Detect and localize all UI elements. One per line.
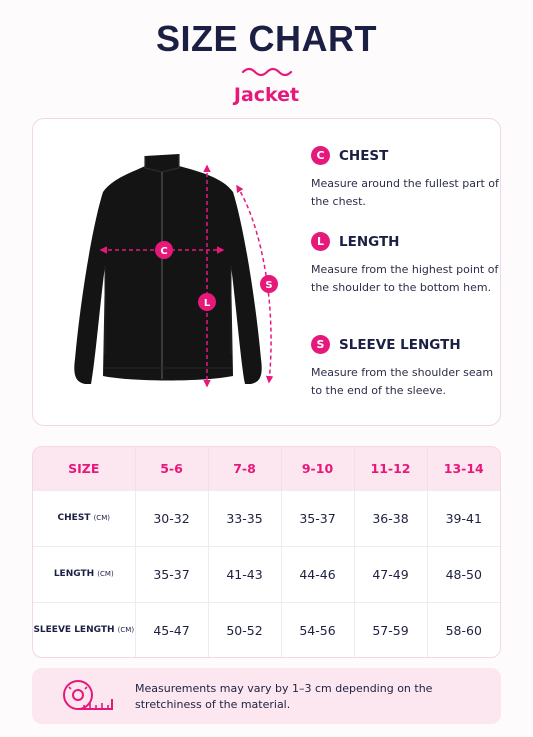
table-cell: 39-41	[427, 490, 500, 546]
table-cell: 47-49	[354, 546, 427, 602]
size-column-header: 7-8	[208, 447, 281, 490]
table-cell: 48-50	[427, 546, 500, 602]
table-row-chest	[33, 490, 500, 546]
size-column-header: 5-6	[135, 447, 208, 490]
chest-description: Measure around the fullest part of the chest.	[311, 177, 499, 208]
measurement-guide-card	[32, 118, 501, 426]
table-cell: 30-32	[135, 490, 208, 546]
table-cell: 45-47	[135, 603, 208, 658]
table-cell: 50-52	[208, 603, 281, 658]
product-subtitle: Jacket	[233, 84, 300, 106]
sleeve-badge: S	[311, 335, 330, 354]
sleeve-marker-label: S	[265, 280, 273, 291]
measuring-tape-icon	[60, 677, 116, 717]
row-label: SLEEVE LENGTH (CM)	[33, 603, 135, 658]
table-cell: 33-35	[208, 490, 281, 546]
size-column-header: 9-10	[281, 447, 354, 490]
table-cell: 57-59	[354, 603, 427, 658]
length-description: Measure from the highest point of the shoulder to the bottom hem.	[311, 263, 499, 294]
table-row-length	[33, 546, 500, 602]
table-cell: 58-60	[427, 603, 500, 658]
note-text: Measurements may vary by 1–3 cm depending on the stretchiness of the material.	[135, 682, 433, 711]
size-header: SIZE	[33, 447, 135, 490]
chest-title: CHEST	[339, 147, 389, 164]
jacket-illustration	[73, 154, 323, 394]
row-label: LENGTH (CM)	[33, 546, 135, 602]
sleeve-title: SLEEVE LENGTH	[339, 336, 461, 353]
chest-badge: C	[311, 146, 330, 165]
table-cell: 35-37	[135, 546, 208, 602]
table-cell: 54-56	[281, 603, 354, 658]
size-table-card	[32, 446, 501, 658]
size-column-header: 13-14	[443, 460, 484, 476]
chest-marker-label: C	[160, 246, 168, 257]
table-cell: 44-46	[281, 546, 354, 602]
table-row-sleeve-length	[33, 603, 500, 658]
sleeve-description: Measure from the shoulder seam to the end of the sleeve.	[311, 366, 494, 397]
length-title: LENGTH	[339, 233, 400, 250]
table-cell: 36-38	[354, 490, 427, 546]
size-column-header: 11-12	[354, 447, 427, 490]
guide-item-chest	[311, 146, 501, 210]
measurement-note	[32, 668, 501, 724]
table-cell: 41-43	[208, 546, 281, 602]
length-marker-label: L	[203, 298, 211, 309]
size-table	[33, 447, 500, 657]
guide-item-length	[311, 232, 501, 296]
length-badge: L	[311, 232, 330, 251]
guide-item-sleeve-length	[311, 335, 501, 399]
wavy-line-icon	[241, 66, 293, 78]
table-header-row	[33, 447, 500, 490]
table-cell: 35-37	[281, 490, 354, 546]
page-title: SIZE CHART	[156, 18, 377, 59]
row-label: CHEST (CM)	[33, 490, 135, 546]
